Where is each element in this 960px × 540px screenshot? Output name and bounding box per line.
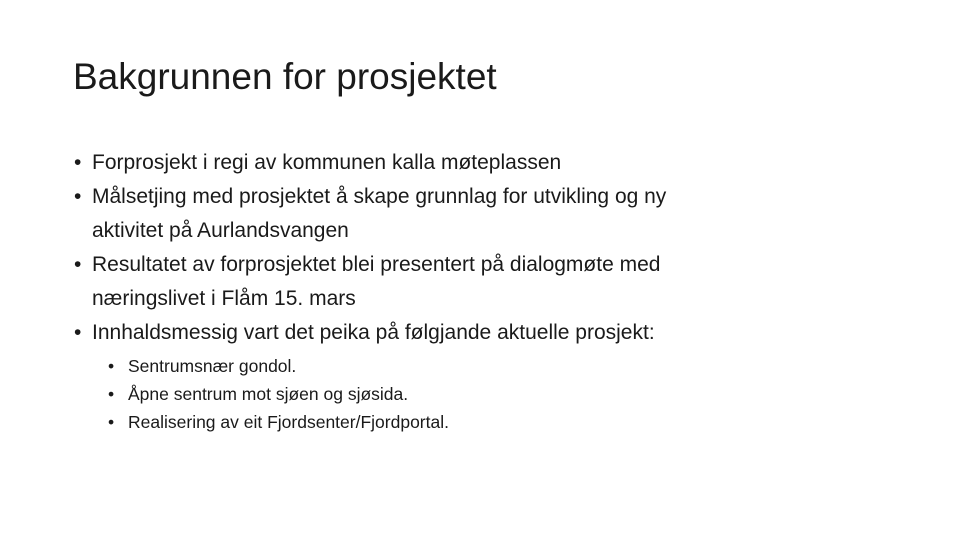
bullet-item <box>74 316 874 350</box>
bullet-dot-icon: • <box>74 185 82 208</box>
sub-bullet-dot-icon: • <box>108 384 115 404</box>
sub-bullet-text: Åpne sentrum mot sjøen og sjøsida. <box>128 384 409 404</box>
sub-bullet-text: Sentrumsnær gondol. <box>128 356 297 376</box>
sub-bullet-item <box>108 352 874 380</box>
bullet-item <box>74 248 874 316</box>
bullet-text-continuation: aktivitet på Aurlandsvangen <box>92 219 349 242</box>
sub-bullet-dot-icon: • <box>108 356 115 376</box>
bullet-dot-icon: • <box>74 253 82 276</box>
bullet-item <box>74 146 874 180</box>
bullet-text: Innhaldsmessig vart det peika på følgjande aktuelle prosjekt: <box>92 321 655 344</box>
sub-bullet-list <box>74 352 874 436</box>
bullet-text: Resultatet av forprosjektet blei presentert på dialogmøte med <box>92 253 661 276</box>
sub-bullet-dot-icon: • <box>108 412 115 432</box>
bullet-text-continuation: næringslivet i Flåm 15. mars <box>92 287 356 310</box>
bullet-text: Forprosjekt i regi av kommunen kalla møteplassen <box>92 151 562 174</box>
sub-bullet-item <box>108 380 874 408</box>
bullet-dot-icon: • <box>74 321 82 344</box>
bullet-item <box>74 180 874 248</box>
bullet-dot-icon: • <box>74 151 82 174</box>
slide-title: Bakgrunnen for prosjektet <box>73 56 497 97</box>
sub-bullet-text: Realisering av eit Fjordsenter/Fjordportal. <box>128 412 449 432</box>
sub-bullet-item <box>108 408 874 436</box>
bullet-list <box>74 146 874 436</box>
bullet-text: Målsetjing med prosjektet å skape grunnlag for utvikling og ny <box>92 185 667 208</box>
